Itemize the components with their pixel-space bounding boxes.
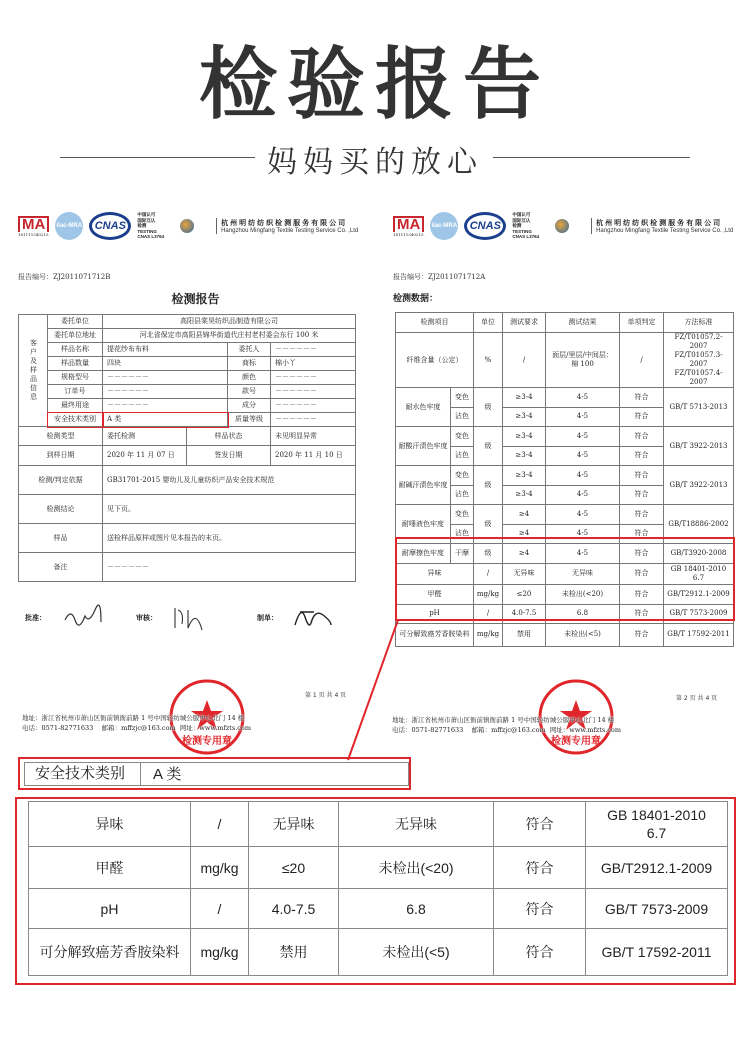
highlight-box-small — [395, 537, 735, 621]
cnas-logo: CNAS — [89, 212, 131, 240]
page-title: 检验报告 — [198, 40, 551, 130]
table-row: 异味 / 无异味 无异味 符合 GB 18401-2010 6.7 — [396, 563, 734, 584]
table-row: 沾色 ≥3-4 4-5 符合 — [396, 407, 734, 427]
report-title: 检测报告 — [171, 292, 220, 306]
table-row: 耐唾液色牢度 变色 级 ≥4 4-5 符合 GB/T18886-2002 — [396, 505, 734, 525]
safety-category-value: A 类 — [153, 766, 182, 783]
table-row: 耐摩擦色牢度 干摩 级 ≥4 4-5 符合 GB/T3920-2008 — [396, 544, 734, 564]
table-row: 沾色 ≥3-4 4-5 符合 — [396, 485, 734, 505]
maker-label: 制单： — [257, 614, 278, 622]
report-number: 报告编号：ZJ2011071712B — [18, 273, 111, 281]
page-number-2: 第 2 页 共 4 页 — [676, 695, 718, 702]
report-page-2 — [393, 208, 738, 310]
ilac-logo: ilac-MRA — [430, 212, 458, 240]
table-row: 纤维含量（公定） % / 面层/里层/中间层： 棉 100 / FZ/T01057.2-2007 FZ/T01057.3-2007 FZ/T01057.4-2007 — [396, 333, 734, 388]
safety-category-label: 安全技术类别 — [48, 413, 103, 427]
safety-row: 异味 / 无异味 无异味 符合 GB 18401-2010 6.7 — [29, 802, 728, 847]
table-row: 甲醛 mg/kg ≤20 未检出(<20) 符合 GB/T2912.1-2009 — [396, 584, 734, 604]
report-info-table: 客户及样品信息 委托单位 高阳县棠昊纺织品制造有限公司 委托单位地址 河北省保定市高阳县锦华街道代庄村老村委会东行 100 米 样品名称 提花纱布布料 委托人 －－－－－－ 样品数量 四块 商标 棉小丫 规格型号 －－－－－－ 颜色 －－－－－－ 订单号 －－－－－－ 款号 －－－－－－ 最终用途 －－－－－－ 成分 －－－－－－ 安全技术类别 A 类 质量等级 －－－－－－ 检测类型 委托检测 样品状态 未见明显异常 到样日期 2020 年 11 月 07 日 签发日期 2020 年 11 月 10 日 检测/判定依据 GB31701-2015 婴幼儿及儿童纺织产品安全技术规范 检测结论 见下页。 样品 送检样品原样或图片见本报告的末页。 备注 －－－－－－ — [18, 314, 356, 582]
safety-row: 甲醛 mg/kg ≤20 未检出(<20) 符合 GB/T2912.1-2009 — [29, 847, 728, 889]
review-label: 审核： — [136, 614, 157, 622]
table-row: 沾色 ≥3-4 4-5 符合 — [396, 446, 734, 466]
company-logo-icon — [555, 219, 569, 233]
footer-1: 地址：浙江省杭州市萧山区衙前镇衙前路 1 号中国轻纺城公服中心北门 14 楼 电话：0571-82771633 邮箱：mffzjc@163.com 网址：www.mfzts.com — [22, 714, 252, 732]
report-page-1 — [18, 208, 373, 582]
table-row: 可分解致癌芳香胺染料 mg/kg 禁用 未检出(<5) 符合 GB/T 17592-2011 — [396, 623, 734, 646]
svg-text:检测专用章: 检测专用章 — [551, 736, 601, 747]
safety-category-value: A 类 — [103, 413, 228, 427]
page-number-1: 第 1 页 共 4 页 — [305, 692, 347, 699]
table-row: pH / 4.0-7.5 6.8 符合 GB/T 7573-2009 — [396, 604, 734, 623]
safety-category-label: 安全技术类别 — [25, 763, 141, 785]
ilac-logo: ilac-MRA — [55, 212, 83, 240]
footer-2: 地址：浙江省杭州市萧山区衙前镇衙前路 1 号中国轻纺城公服中心北门 14 楼 电话：0571-82771633 邮箱：mffzjc@163.com 网址：www.mfzts.com — [392, 716, 622, 734]
safety-row: 可分解致癌芳香胺染料 mg/kg 禁用 未检出(<5) 符合 GB/T 17592-2011 — [29, 929, 728, 976]
table-row: 耐酸汗渍色牢度 变色 级 ≥3-4 4-5 符合 GB/T 3922-2013 — [396, 427, 734, 447]
table-row: 沾色 ≥4 4-5 符合 — [396, 524, 734, 544]
table-header: 检测项目 单位 测试要求 测试结果 单项判定 方法标准 — [396, 313, 734, 333]
logo-bar — [393, 208, 738, 244]
callout-connector — [340, 615, 410, 765]
company-logo-icon — [180, 219, 194, 233]
safety-row: pH / 4.0-7.5 6.8 符合 GB/T 7573-2009 — [29, 889, 728, 929]
svg-text:检测专用章: 检测专用章 — [182, 736, 232, 747]
company-name: 杭州明纺纺织检测服务有限公司 Hangzhou Mingfang Textile Testing Service Co. ,Ltd — [591, 218, 733, 234]
safety-category-callout — [18, 757, 411, 790]
safety-results-table — [28, 801, 728, 976]
table-row: 耐碱汗渍色牢度 变色 级 ≥3-4 4-5 符合 GB/T 3922-2013 — [396, 466, 734, 486]
table-row: 耐水色牢度 变色 级 ≥3-4 4-5 符合 GB/T 5713-2013 — [396, 388, 734, 408]
approve-label: 批准： — [25, 614, 46, 622]
report-number: 报告编号：ZJ2011071712A — [393, 273, 486, 281]
cnas-logo: CNAS — [464, 212, 506, 240]
logo-bar — [18, 208, 373, 244]
cnas-text: 中国认可 国际互认 检测 TESTING CNAS L3764 — [137, 212, 165, 240]
company-name: 杭州明纺纺织检测服务有限公司 Hangzhou Mingfang Textile Testing Service Co. ,Ltd — [216, 218, 358, 234]
cma-logo: MA 181111340215 — [393, 215, 424, 237]
cnas-text: 中国认可 国际互认 检测 TESTING CNAS L3764 — [512, 212, 540, 240]
cma-logo: MA 181111340215 — [18, 215, 49, 237]
data-title: 检测数据： — [393, 294, 439, 304]
page-subtitle: 妈妈买的放心 — [267, 145, 483, 180]
signatures — [60, 600, 350, 635]
